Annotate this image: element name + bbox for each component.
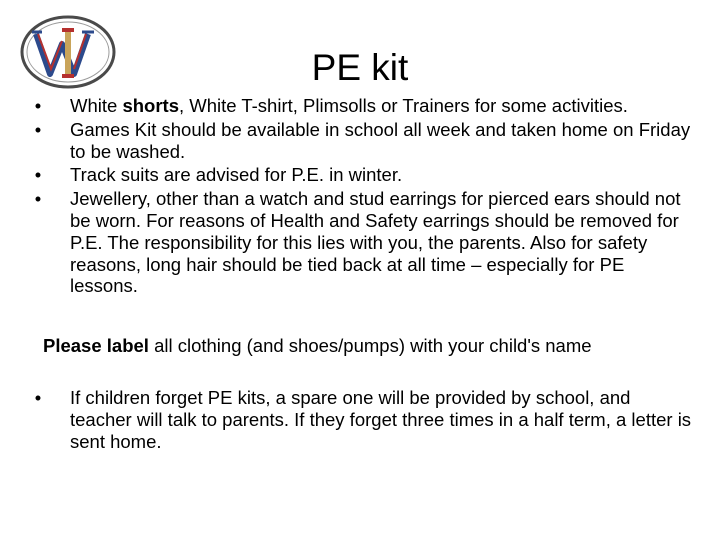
list-item [30, 387, 695, 452]
list-item [30, 188, 695, 297]
list-item-text: Track suits are advised for P.E. in winter. [70, 164, 403, 186]
list-item-text: Jewellery, other than a watch and stud earrings for pierced ears should not be worn. For reasons of Health and Safety earrings should be removed for P.E. The responsibility for this lies with you, the parents. Also for safety reasons, long hair should be tied back at all time – especially for PE lessons. [70, 188, 681, 297]
list-item [30, 119, 695, 163]
list-item [30, 164, 695, 186]
page-title [0, 44, 720, 92]
forgotten-kit-list [30, 387, 695, 452]
bullet-icon: • [34, 95, 42, 116]
label-clothing-note-text: all clothing (and shoes/pumps) with your child's name [148, 335, 592, 356]
list-item [30, 95, 695, 117]
label-clothing-note [43, 334, 703, 358]
page-title-text: PE kit [311, 47, 409, 88]
list-item-text: If children forget PE kits, a spare one will be provided by school, and teacher will talk to parents. If they forget three times in a half term, a letter is sent home. [70, 387, 692, 452]
bullet-icon: • [34, 188, 42, 210]
bullet-icon: • [34, 118, 42, 140]
bullet-icon: • [34, 164, 42, 186]
list-item-text: Games Kit should be available in school all week and taken home on Friday to be washed. [70, 118, 691, 162]
kit-requirements-list [30, 95, 695, 299]
bullet-icon: • [34, 387, 42, 408]
list-item-text: White [70, 95, 123, 116]
list-item-text: shorts [122, 95, 179, 116]
list-item-text: , White T-shirt, Plimsolls or Trainers for some activities. [178, 95, 628, 116]
label-clothing-note-bold: Please label [43, 335, 149, 356]
